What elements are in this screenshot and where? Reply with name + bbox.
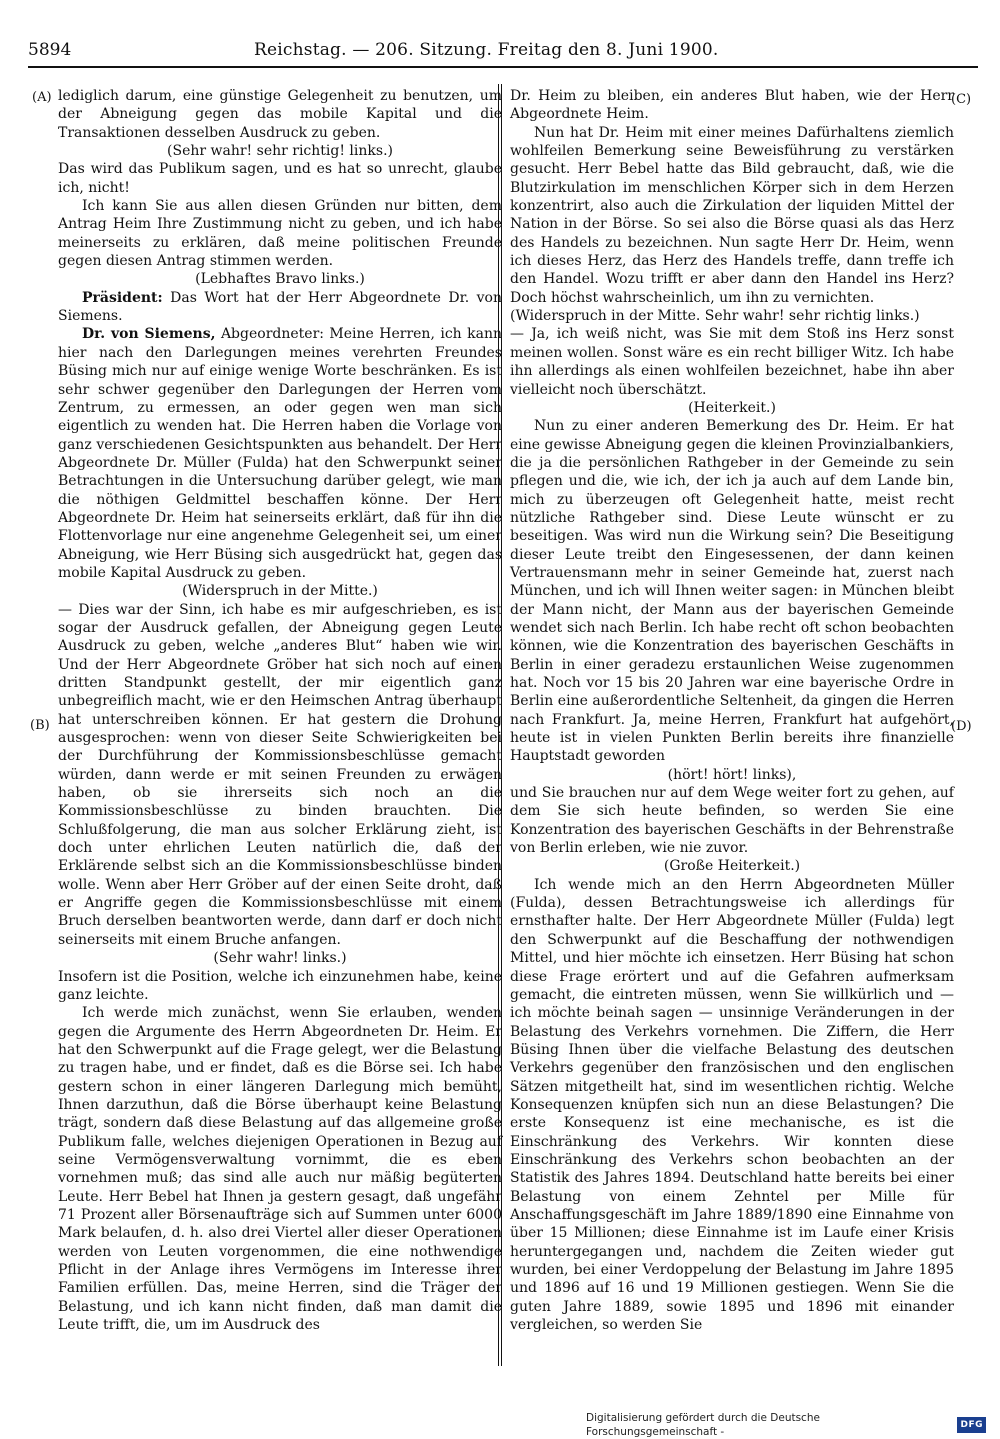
- paragraph: Nun hat Dr. Heim mit einer meines Dafürhaltens ziemlich wohlfeilen Bemerkung seine Beweisführung zu verstärken gesucht. Herr Bebel hatte das Bild gebraucht, daß, wie die Blutzirkulation im menschlichen Körper sich in dem Herzen konzentrirt, also auch die Zirkulation der liquiden Mittel der Nation in der Börse. So sei also die Börse quasi als das Herz des Handels zu bezeichnen. Nun sagte Herr Dr. Heim, wenn ich dieses Herz, das Herz des Handels treffe, dann treffe ich den Handel. Wozu trifft er aber dann den Handel ins Herz? Doch höchst wahrscheinlich, um ihn zu vernichten.: [510, 124, 954, 306]
- footer: [586, 1411, 986, 1439]
- speaker-paragraph: [58, 289, 502, 326]
- footer-credit: Digitalisierung gefördert durch die Deutsche Forschungsgemeinschaft -: [586, 1412, 820, 1438]
- paragraph: — Ja, ich weiß nicht, was Sie mit dem Stoß ins Herz sonst meinen wollen. Sonst wäre es ein recht billiger Witz. Ich habe ihn allerdings als einen wohlfeilen bezeichnet, habe ihn aber vielleicht noch überschätzt.: [510, 326, 954, 398]
- interjection: (hört! hört! links),: [667, 766, 797, 783]
- paragraph: Ich kann Sie aus allen diesen Gründen nur bitten, dem Antrag Heim Ihre Zustimmung nicht zu geben, und ich habe meinerseits zu erklären, daß meine politischen Freunde gegen diesen Antrag stimmen werden.: [58, 198, 502, 270]
- paragraph: Ich wende mich an den Herrn Abgeordneten Müller (Fulda), dessen Betrachtungsweise ich allerdings für ernsthafter halte. Der Herr Abgeordnete Müller (Fulda) legt den Schwerpunkt auf die Beschaffung der nothwendigen Mittel, und hier möchte ich einsetzen. Herr Büsing hat schon diese Frage erörtert und auf die Gefahren aufmerksam gemacht, die eintreten müssen, wenn Sie willkürlich und — ich möchte beinah sagen — unsinnige Veränderungen in der Belastung des Verkehrs vornehmen. Die Ziffern, die Herr Büsing Ihnen über die vielfache Belastung des deutschen Verkehrs gegenüber den französischen und den englischen Sätzen mitgetheilt hat, sind im wesentlichen richtig. Welche Konsequenzen knüpfen sich nun an diese Belastungen? Die erste Konsequenz ist eine mechanische, es ist die Einschränkung des Verkehrs. Wir konnten diese Einschränkung des Verkehrs schon beobachten an der Statistik des Jahres 1894. Deutschland hatte bereits bei einer Belastung von einem Zehntel per Mille für Anschaffungsgeschäft im Jahre 1889/1890 eine Einnahme von über 15 Millionen; diese Einnahme ist im Laufe einer Krisis heruntergegangen und, nachdem die Zeiten wieder gut wurden, bei einer Verdoppelung der Belastung im Jahre 1895 und 1896 auf 16 und 19 Millionen gestiegen. Wenn Sie die guten Jahre 1889, sowie 1895 und 1896 mit einander vergleichen, so werden Sie: [510, 876, 954, 1334]
- margin-mark-b: (B): [30, 718, 50, 733]
- speech-text: Abgeordneter: Meine Herren, ich kann hier nach den Darlegungen meines verehrten Freundes Büsing mich nur auf einige wenige Worte beschränken. Es ist sehr schwer gegenüber den Darlegungen der Herren vom Zentrum, zu ermessen, an oder gegen wen man sich eigentlich zu wenden hat. Die Herren haben die Vorlage von ganz verschiedenen Gesichtspunkten aus behandelt. Der Herr Abgeordnete Dr. Müller (Fulda) hat den Schwerpunkt seiner Betrachtungen in die Untersuchung darüber gelegt, wie man die nöthigen Geldmittel beschaffen könne. Der Herr Abgeordnete Dr. Heim hat seinerseits erklärt, daß für ihn die Flottenvorlage nur eine angenehme Gelegenheit sei, um einer Abneigung, wie Herr Büsing sich ausgedrückt hat, gegen das mobile Kapital Ausdruck zu geben.: [58, 326, 502, 581]
- paragraph: — Dies war der Sinn, ich habe es mir aufgeschrieben, es ist sogar der Ausdruck gefallen, der Abneigung gegen Leute Ausdruck zu geben, welche „anderes Blut“ haben wie wir. Und der Herr Abgeordnete Gröber hat sich noch auf einen dritten Standpunkt gestellt, der mir eigentlich ganz unbegreiflich macht, wie er den Heimschen Antrag überhaupt hat unterschreiben können. Er hat gestern die Drohung ausgesprochen: wenn von dieser Seite Schwierigkeiten bei der Durchführung der Kommissionsbeschlüsse gemacht würden, dann werde er mit seinen Freunden zu erwägen haben, ob sie ihrerseits sich noch an die Kommissionsbeschlüsse zu binden brauchten. Die Schlußfolgerung, die man aus solcher Erklärung zieht, ist doch unter ehrlichen Leuten natürlich die, daß der Erklärende selbst sich an die Kommissionsbeschlüsse binden wolle. Wenn aber Herr Gröber auf der einen Seite droht, daß er Angriffe gegen die Kommissionsbeschlüsse mit einem Bruch derselben beantworten werde, dann darf er doch nicht seinerseits mit einem Bruche anfangen.: [58, 601, 502, 948]
- header-rule: [28, 66, 978, 68]
- speaker-name: Präsident:: [82, 289, 163, 306]
- interjection: (Widerspruch in der Mitte. Sehr wahr! sehr richtig links.): [510, 308, 920, 325]
- margin-mark-d: (D): [951, 719, 972, 734]
- speaker-paragraph: [58, 325, 502, 582]
- paragraph: und Sie brauchen nur auf dem Wege weiter fort zu gehen, auf dem Sie sich heute befinden, so werden Sie eine Konzentration des bayerischen Geschäfts in der Behrenstraße von Berlin erleben, wie nie zuvor.: [510, 785, 954, 857]
- interjection: (Sehr wahr! links.): [213, 950, 347, 967]
- speaker-name: Dr. von Siemens,: [82, 326, 216, 343]
- paragraph: Insofern ist die Position, welche ich einzunehmen habe, keine ganz leichte.: [58, 968, 502, 1003]
- interjection: (Lebhaftes Bravo links.): [195, 271, 365, 288]
- interjection: (Sehr wahr! sehr richtig! links.): [167, 143, 393, 160]
- speech-text: Das Wort hat der Herr Abgeordnete Dr. von Siemens.: [58, 289, 502, 325]
- margin-mark-c: (C): [951, 92, 972, 107]
- column-divider: [498, 84, 502, 1366]
- left-column: [58, 87, 502, 1334]
- interjection: (Große Heiterkeit.): [663, 858, 801, 875]
- paragraph: Nun zu einer anderen Bemerkung des Dr. Heim. Er hat eine gewisse Abneigung gegen die kleinen Provinzialbankiers, die ja die persönlichen Rathgeber in der Gemeinde zu sein pflegen und die, wie ich, der ich ja auch auf dem Lande bin, mich zu überzeugen oft Gelegenheit hatte, meist recht nützliche Rathgeber sind. Diese Leute wünscht er zu beseitigen. Was wird nun die Wirkung sein? Die Beseitigung dieser Leute treibt den Eingesessenen, der dann keinen Vertrauensmann mehr in seiner Gemeinde hat, zuerst nach München, und ich will Ihnen weiter sagen: in München bleibt der Mann nicht, der Mann aus der bayerischen Gemeinde wendet sich nach Berlin. Ich habe recht oft schon beobachten können, wie die Konzentration des bayerischen Geschäfts in Berlin in einer geradezu erstaunlichen Weise zugenommen hat. Noch vor 15 bis 20 Jahren war eine bayerische Ordre in Berlin eine außerordentliche Seltenheit, da gingen die Herren nach Frankfurt. Ja, meine Herren, Frankfurt hat aufgehört, heute ist in vielen Punkten Berlin bereits ihre finanzielle Hauptstadt geworden: [510, 418, 954, 765]
- dfg-logo: DFG: [957, 1417, 986, 1433]
- page-number: 5894: [28, 40, 72, 60]
- paragraph: Ich werde mich zunächst, wenn Sie erlauben, wenden gegen die Argumente des Herrn Abgeordneten Dr. Heim. Er hat den Schwerpunkt auf die Frage gelegt, wer die Belastung zu tragen habe, und er findet, daß es die Börse sei. Ich habe gestern schon in einer längeren Darlegung mich bemüht, Ihnen darzuthun, daß die Börse überhaupt keine Belastung trägt, sondern daß diese Belastung auf das allgemeine große Publikum falle, welches diejenigen Operationen in Bezug auf seine Vermögensverwaltung vornimmt, die es eben vornehmen muß; das sind alle auch nur mäßig begüterten Leute. Herr Bebel hat Ihnen ja gestern gesagt, daß ungefähr 71 Prozent aller Börsenaufträge sich auf Summen unter 6000 Mark belaufen, d. h. also drei Viertel aller dieser Operationen werden von Leuten vorgenommen, die eine nothwendige Pflicht in der Anlage ihres Vermögens im Interesse ihrer Familien erfüllen. Das, meine Herren, sind die Träger der Belastung, und ich kann nicht finden, daß man damit die Leute trifft, die, um im Ausdruck des: [58, 1005, 502, 1334]
- interjection: (Heiterkeit.): [688, 399, 776, 416]
- right-column: [510, 87, 954, 1334]
- paragraph: Dr. Heim zu bleiben, ein anderes Blut haben, wie der Herr Abgeordnete Heim.: [510, 88, 954, 123]
- running-title: Reichstag. — 206. Sitzung. Freitag den 8. Juni 1900.: [254, 40, 719, 60]
- paragraph: lediglich darum, eine günstige Gelegenheit zu benutzen, um der Abneigung gegen das mobile Kapital und die Transaktionen desselben Ausdruck zu geben.: [58, 88, 502, 141]
- paragraph: Das wird das Publikum sagen, und es hat so unrecht, glaube ich, nicht!: [58, 161, 502, 196]
- interjection: (Widerspruch in der Mitte.): [182, 583, 378, 600]
- margin-mark-a: (A): [32, 90, 52, 105]
